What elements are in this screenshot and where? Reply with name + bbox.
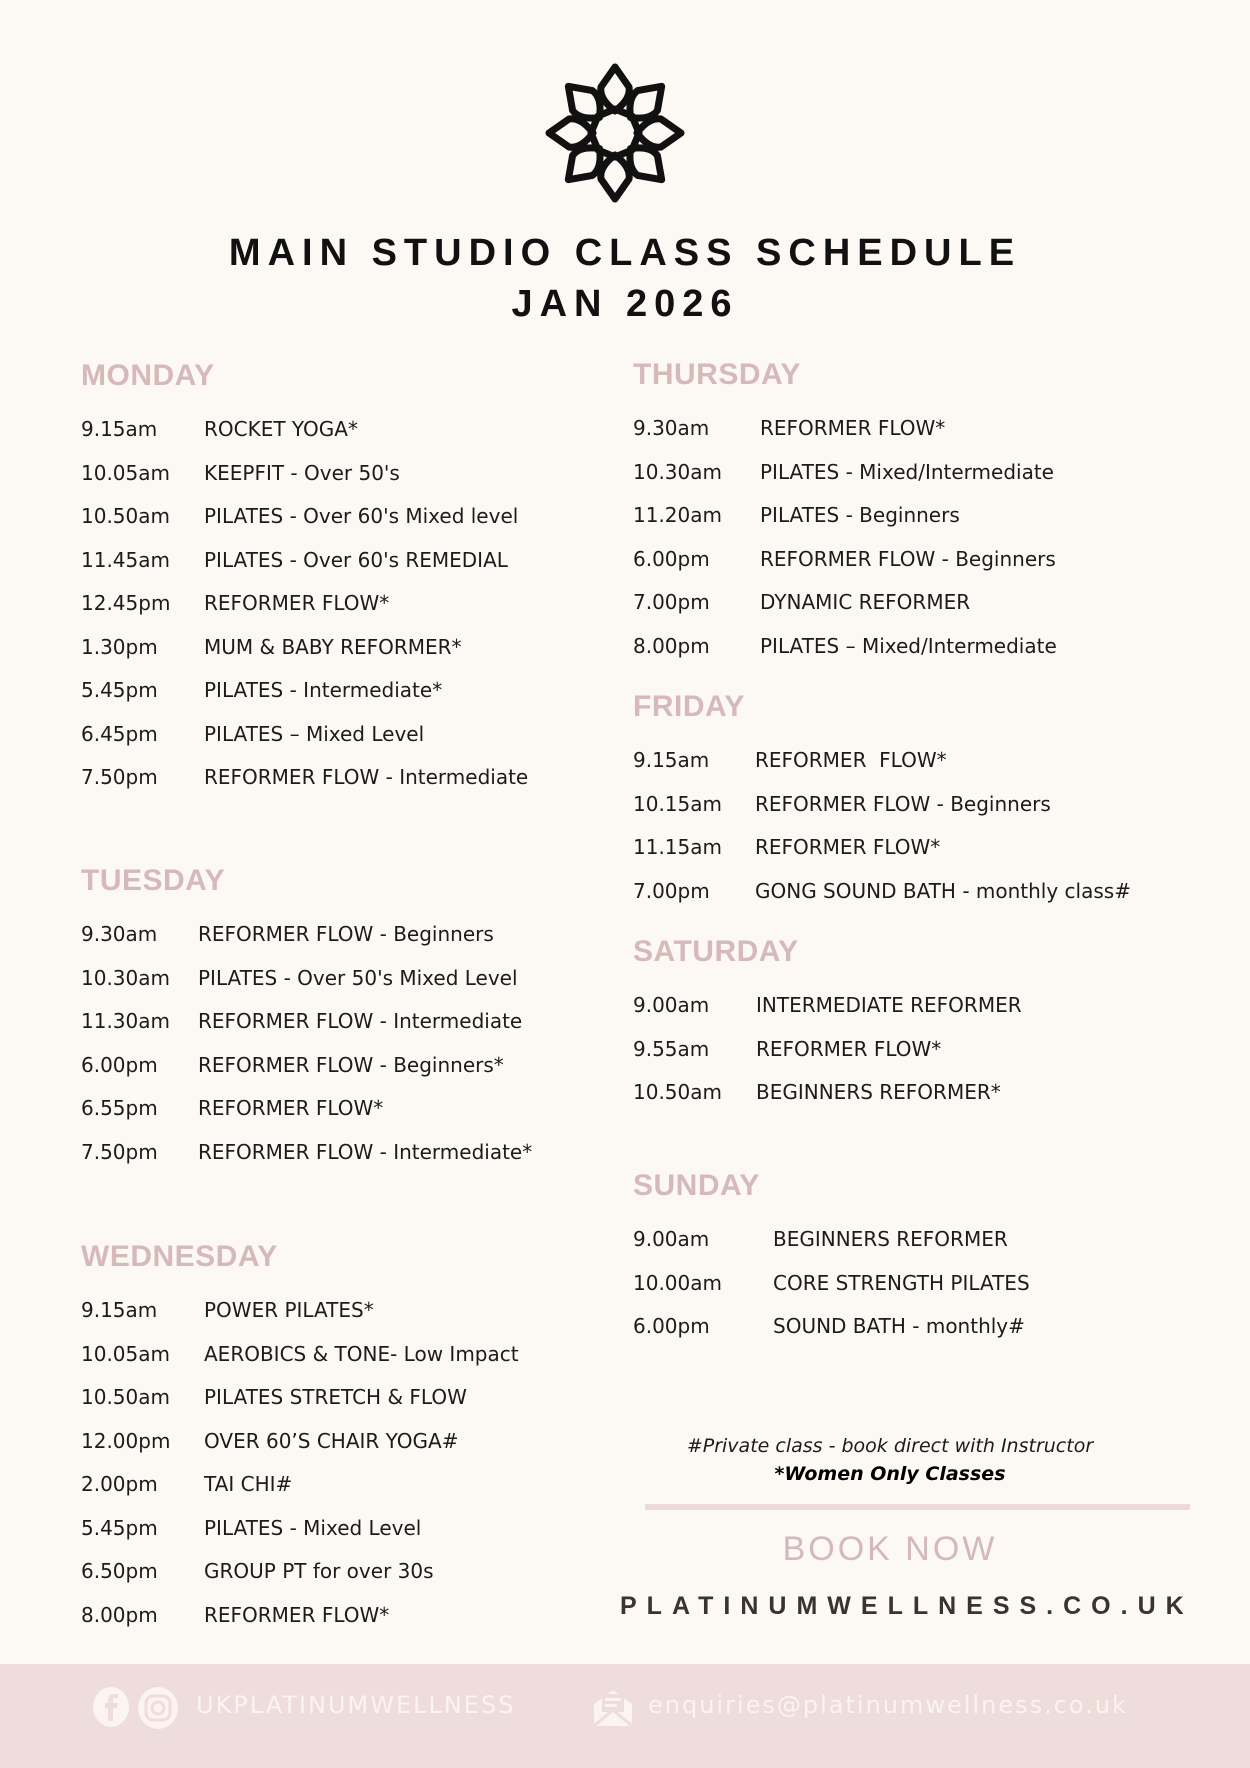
class-name: REFORMER FLOW - Intermediate* bbox=[198, 1139, 533, 1164]
class-row bbox=[633, 783, 1131, 827]
day-friday bbox=[633, 687, 1131, 913]
class-row bbox=[81, 1333, 519, 1377]
class-row bbox=[633, 451, 1057, 495]
page-subtitle-date: JAN 2026 bbox=[511, 283, 739, 325]
class-row bbox=[81, 626, 528, 670]
class-time: 5.45pm bbox=[81, 1515, 158, 1540]
class-list bbox=[81, 913, 532, 1174]
class-list bbox=[633, 1218, 1030, 1349]
class-row bbox=[633, 625, 1057, 669]
class-name: REFORMER FLOW* bbox=[760, 416, 946, 440]
class-row bbox=[81, 582, 528, 626]
class-name: REFORMER FLOW - Beginners* bbox=[198, 1052, 504, 1077]
day-sunday bbox=[633, 1166, 1030, 1349]
day-heading: WEDNESDAY bbox=[81, 1240, 278, 1273]
class-name: AEROBICS & TONE- Low Impact bbox=[204, 1341, 519, 1366]
class-row bbox=[633, 1028, 1022, 1072]
class-name: MUM & BABY REFORMER* bbox=[204, 634, 462, 659]
class-list bbox=[633, 407, 1057, 668]
class-name: CORE STRENGTH PILATES bbox=[773, 1270, 1030, 1295]
class-row bbox=[81, 1376, 519, 1420]
class-row bbox=[81, 1087, 532, 1131]
class-time: 12.00pm bbox=[81, 1428, 171, 1453]
class-list bbox=[633, 984, 1022, 1115]
class-time: 11.45am bbox=[81, 547, 170, 572]
class-row bbox=[81, 957, 532, 1001]
class-row bbox=[633, 1218, 1030, 1262]
class-row bbox=[633, 1305, 1030, 1349]
class-row bbox=[633, 870, 1131, 914]
class-row bbox=[81, 495, 528, 539]
instagram-icon[interactable] bbox=[136, 1685, 180, 1731]
class-name: PILATES - Over 50's Mixed Level bbox=[198, 965, 518, 990]
class-name: GONG SOUND BATH - monthly class# bbox=[755, 878, 1131, 903]
class-time: 10.50am bbox=[81, 504, 170, 528]
class-time: 7.00pm bbox=[633, 590, 710, 614]
class-row bbox=[633, 1071, 1022, 1115]
class-row bbox=[81, 1131, 532, 1175]
website-link[interactable]: PLATINUMWELLNESS.CO.UK bbox=[620, 1592, 1194, 1620]
class-name: REFORMER FLOW - Beginners bbox=[755, 791, 1051, 816]
class-time: 9.15am bbox=[81, 417, 158, 441]
day-heading: SATURDAY bbox=[633, 935, 799, 968]
class-time: 11.30am bbox=[81, 1009, 170, 1033]
day-wednesday bbox=[81, 1237, 519, 1637]
day-heading: SUNDAY bbox=[633, 1169, 760, 1202]
class-time: 10.15am bbox=[633, 791, 722, 816]
class-name: ROCKET YOGA* bbox=[204, 417, 358, 441]
class-row bbox=[81, 452, 528, 496]
class-row bbox=[81, 1507, 519, 1551]
class-time: 10.00am bbox=[633, 1270, 722, 1295]
class-time: 6.45pm bbox=[81, 721, 158, 746]
class-time: 7.00pm bbox=[633, 878, 710, 903]
class-row bbox=[633, 1262, 1030, 1306]
class-name: REFORMER FLOW - Intermediate bbox=[198, 1009, 523, 1033]
page-title: MAIN STUDIO CLASS SCHEDULE bbox=[228, 232, 1022, 274]
day-heading: MONDAY bbox=[81, 359, 215, 392]
class-name: REFORMER FLOW - Beginners bbox=[760, 546, 1056, 571]
class-list bbox=[81, 1289, 519, 1637]
class-name: REFORMER FLOW - Beginners bbox=[198, 922, 494, 946]
day-saturday bbox=[633, 932, 1022, 1115]
class-time: 10.05am bbox=[81, 460, 170, 485]
class-time: 8.00pm bbox=[81, 1602, 158, 1627]
class-time: 9.30am bbox=[81, 922, 158, 946]
class-time: 5.45pm bbox=[81, 678, 158, 702]
class-row bbox=[81, 669, 528, 713]
class-name: SOUND BATH - monthly# bbox=[773, 1314, 1025, 1338]
day-tuesday bbox=[81, 861, 532, 1174]
class-name: REFORMER FLOW* bbox=[755, 835, 941, 859]
class-row bbox=[81, 913, 532, 957]
class-row bbox=[81, 539, 528, 583]
class-list bbox=[81, 408, 528, 800]
class-time: 2.00pm bbox=[81, 1472, 158, 1496]
book-now-link[interactable]: BOOK NOW bbox=[782, 1530, 998, 1568]
facebook-icon[interactable] bbox=[91, 1685, 131, 1729]
class-name: PILATES – Mixed/Intermediate bbox=[760, 633, 1057, 658]
day-heading: FRIDAY bbox=[633, 690, 745, 723]
class-time: 10.30am bbox=[81, 965, 170, 990]
class-name: TAI CHI# bbox=[204, 1472, 293, 1496]
class-name: PILATES - Mixed Level bbox=[204, 1515, 422, 1540]
class-row bbox=[633, 494, 1057, 538]
mail-icon bbox=[592, 1686, 634, 1728]
class-time: 9.55am bbox=[633, 1036, 710, 1061]
class-name: PILATES – Mixed Level bbox=[204, 721, 425, 746]
class-time: 6.55pm bbox=[81, 1096, 158, 1120]
divider bbox=[645, 1504, 1190, 1510]
class-time: 6.00pm bbox=[633, 1314, 710, 1338]
class-row bbox=[81, 1420, 519, 1464]
class-time: 9.15am bbox=[633, 748, 710, 772]
social-handle[interactable]: UKPLATINUMWELLNESS bbox=[196, 1691, 516, 1719]
day-heading: TUESDAY bbox=[81, 864, 226, 897]
class-row bbox=[633, 984, 1022, 1028]
class-name: PILATES - Over 60's Mixed level bbox=[204, 504, 519, 528]
class-name: REFORMER FLOW* bbox=[204, 591, 390, 615]
class-row bbox=[81, 1000, 532, 1044]
class-name: PILATES STRETCH & FLOW bbox=[204, 1385, 467, 1409]
class-time: 10.05am bbox=[81, 1341, 170, 1366]
logo-icon bbox=[545, 63, 685, 203]
class-row bbox=[633, 739, 1131, 783]
class-name: REFORMER FLOW* bbox=[755, 748, 947, 772]
class-name: PILATES - Over 60's REMEDIAL bbox=[204, 547, 508, 572]
private-class-note: #Private class - book direct with Instructor bbox=[686, 1435, 1094, 1457]
day-thursday bbox=[633, 355, 1057, 668]
class-time: 7.50pm bbox=[81, 1139, 158, 1164]
class-time: 11.15am bbox=[633, 835, 722, 859]
class-name: REFORMER FLOW* bbox=[756, 1036, 942, 1061]
class-time: 9.30am bbox=[633, 416, 710, 440]
class-time: 7.50pm bbox=[81, 765, 158, 789]
class-time: 11.20am bbox=[633, 503, 722, 527]
class-row bbox=[633, 407, 1057, 451]
class-name: POWER PILATES* bbox=[204, 1298, 374, 1322]
class-time: 6.00pm bbox=[81, 1052, 158, 1077]
day-monday bbox=[81, 356, 528, 800]
class-time: 1.30pm bbox=[81, 634, 158, 659]
class-name: BEGINNERS REFORMER* bbox=[756, 1080, 1001, 1104]
class-name: GROUP PT for over 30s bbox=[204, 1559, 434, 1583]
class-row bbox=[81, 756, 528, 800]
class-name: OVER 60’S CHAIR YOGA# bbox=[204, 1428, 459, 1453]
class-row bbox=[81, 408, 528, 452]
class-time: 12.45pm bbox=[81, 591, 171, 615]
class-time: 9.00am bbox=[633, 993, 710, 1017]
class-time: 10.30am bbox=[633, 459, 722, 484]
class-row bbox=[81, 1594, 519, 1638]
class-row bbox=[81, 1289, 519, 1333]
class-time: 10.50am bbox=[633, 1080, 722, 1104]
class-time: 6.50pm bbox=[81, 1559, 158, 1583]
class-time: 6.00pm bbox=[633, 546, 710, 571]
class-name: BEGINNERS REFORMER bbox=[773, 1227, 1008, 1251]
class-list bbox=[633, 739, 1131, 913]
class-name: INTERMEDIATE REFORMER bbox=[756, 993, 1022, 1017]
class-name: REFORMER FLOW - Intermediate bbox=[204, 765, 529, 789]
class-row bbox=[633, 538, 1057, 582]
class-row bbox=[81, 713, 528, 757]
class-name: KEEPFIT - Over 50's bbox=[204, 460, 400, 485]
class-time: 8.00pm bbox=[633, 633, 710, 658]
class-name: PILATES - Intermediate* bbox=[204, 678, 443, 702]
class-row bbox=[81, 1550, 519, 1594]
class-name: PILATES - Mixed/Intermediate bbox=[760, 459, 1054, 484]
email-link[interactable]: enquiries@platinumwellness.co.uk bbox=[648, 1691, 1128, 1719]
footer bbox=[0, 1664, 1250, 1768]
class-time: 9.00am bbox=[633, 1227, 710, 1251]
class-row bbox=[81, 1463, 519, 1507]
class-row bbox=[81, 1044, 532, 1088]
class-time: 10.50am bbox=[81, 1385, 170, 1409]
day-heading: THURSDAY bbox=[633, 358, 801, 391]
class-name: REFORMER FLOW* bbox=[204, 1602, 390, 1627]
class-name: DYNAMIC REFORMER bbox=[760, 590, 971, 614]
women-only-note: *Women Only Classes bbox=[774, 1463, 1006, 1485]
class-time: 9.15am bbox=[81, 1298, 158, 1322]
class-row bbox=[633, 581, 1057, 625]
class-name: REFORMER FLOW* bbox=[198, 1096, 384, 1120]
class-row bbox=[633, 826, 1131, 870]
class-name: PILATES - Beginners bbox=[760, 503, 960, 527]
